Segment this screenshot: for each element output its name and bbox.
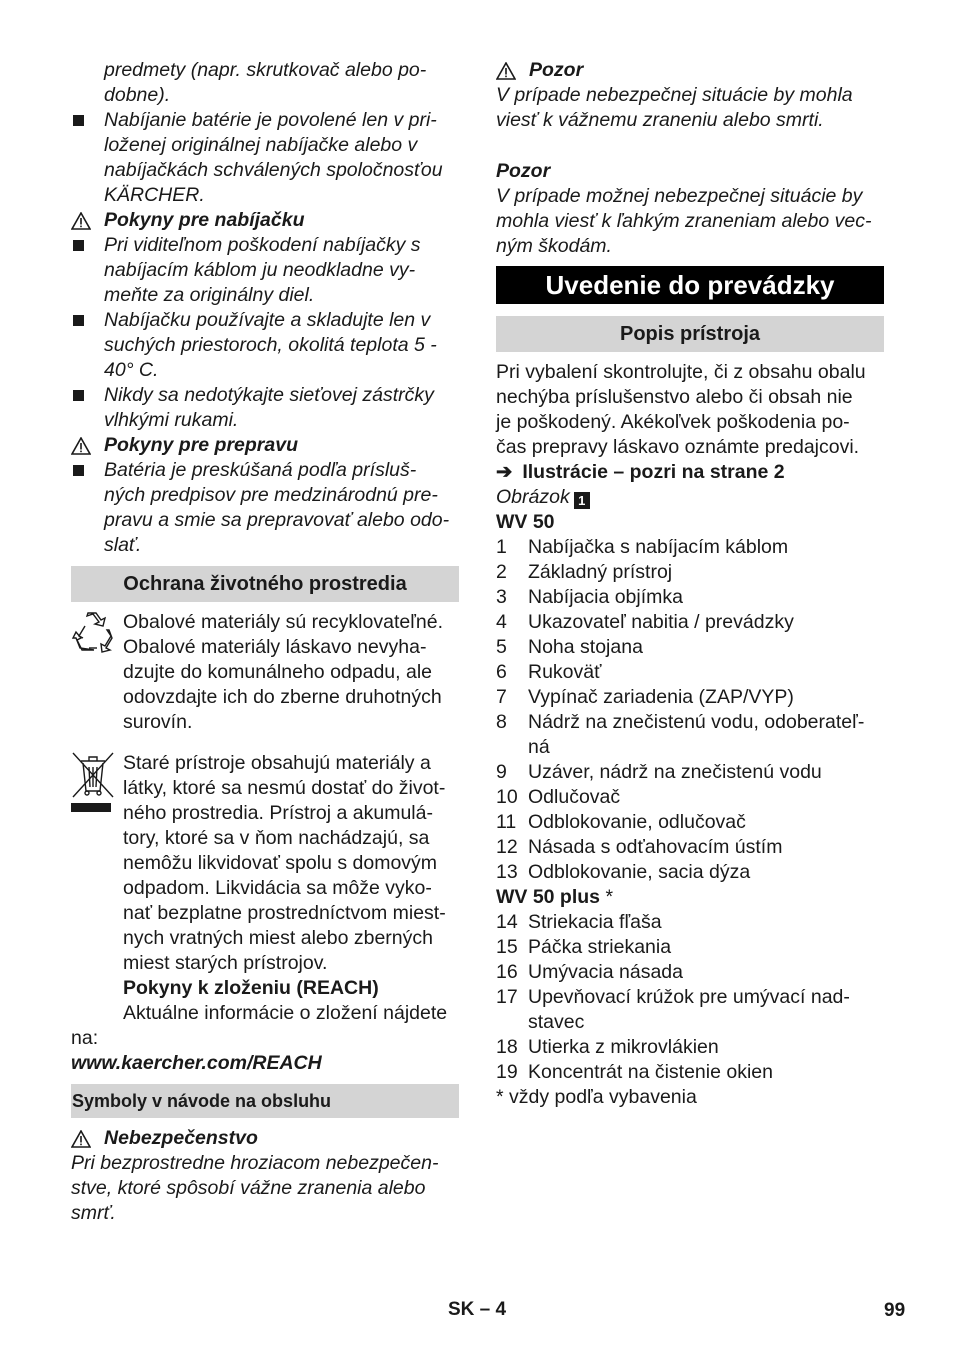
list-item-text: Noha stojana [528, 636, 643, 658]
continued-bullet-text: predmety (napr. skrutkovač alebo po- dobne). [104, 59, 427, 106]
right-column [496, 58, 884, 1110]
arrow-right-icon: ➔ [496, 461, 513, 483]
list-item-number: 17 [496, 986, 518, 1008]
figure-number-badge: 1 [574, 492, 590, 509]
warning-triangle-icon [71, 1130, 91, 1148]
list-item-text: Umývacia násada [528, 961, 683, 983]
list-item-text: Nádrž na znečistenú vodu, odoberateľ- ná [528, 711, 865, 758]
transport-heading: Pokyny pre prepravu [71, 433, 459, 458]
warning-triangle-icon [71, 437, 91, 455]
list-item-text: Násada s odťahovacím ústím [528, 836, 783, 858]
list-item [496, 1035, 884, 1060]
list-item-text: Vypínač zariadenia (ZAP/VYP) [528, 686, 794, 708]
footer-page-number: 99 [884, 1300, 906, 1321]
list-item-text: Nabíjačka s nabíjacím káblom [528, 536, 789, 558]
list-item [496, 810, 884, 835]
list-item-number: 1 [496, 536, 507, 558]
list-item-number: 8 [496, 711, 507, 733]
section-heading-environment: Ochrana životného prostredia [71, 566, 459, 602]
list-item-number: 13 [496, 861, 518, 883]
chapter-title: Uvedenie do prevádzky [496, 266, 884, 304]
list-item-number: 19 [496, 1061, 518, 1083]
list-item-number: 12 [496, 836, 518, 858]
danger-heading: Nebezpečenstvo [71, 1126, 459, 1151]
list-item [496, 785, 884, 810]
description-text: Pri vybalení skontrolujte, či z obsahu obalu nechýba príslušenstvo alebo či obsah nie je poškodený. Akékoľvek poškodenia po- čas prepravy láskavo oznámte predajcovi. [496, 361, 866, 458]
list-item-number: 4 [496, 611, 507, 633]
list-item [496, 760, 884, 785]
list-item-number: 6 [496, 661, 507, 683]
list-item-number: 9 [496, 761, 507, 783]
list-item [496, 610, 884, 635]
list-item-number: 18 [496, 1036, 518, 1058]
list-item-text: Utierka z mikrovlákien [528, 1036, 719, 1058]
recycle-icon [71, 610, 115, 654]
list-item-number: 10 [496, 786, 518, 808]
transport-bullet: Batéria je preskúšaná podľa prísluš- ných predpisov pre medzinárodnú pre- pravu a smie sa prepravovať alebo odo- slať. [71, 458, 459, 558]
warning-triangle-icon [496, 62, 516, 80]
list-item-text: Upevňovací krúžok pre umývací nad- stavec [528, 986, 850, 1033]
list-item-text: Základný prístroj [528, 561, 673, 583]
list-item [496, 535, 884, 560]
charger-bullet-3: Nikdy sa nedotýkajte sieťovej zástrčky vlhkými rukami. [71, 383, 459, 433]
parts-list-wv50-plus [496, 910, 884, 1085]
list-item-number: 5 [496, 636, 507, 658]
list-item-text: Odblokovanie, sacia dýza [528, 861, 751, 883]
model-heading-wv50-plus: WV 50 plus * [496, 886, 614, 908]
list-item [496, 985, 884, 1035]
list-item [496, 860, 884, 885]
bullet-charging-original: Nabíjanie batérie je povolené len v pri- loženej originálnej nabíjačke alebo v nabíjačkách schválených spoločnosťou KÄRCHER. [71, 108, 459, 208]
reach-url-link[interactable]: www.kaercher.com/REACH [71, 1052, 322, 1074]
list-item [496, 710, 884, 760]
list-item [496, 560, 884, 585]
list-item-text: Páčka striekania [528, 936, 672, 958]
list-item [496, 1060, 884, 1085]
list-item-number: 11 [496, 811, 517, 833]
weee-block: Staré prístroje obsahujú materiály a látky, ktoré sa nesmú dostať do život- ného prostredia. Prístroj a akumulá- tory, ktoré sa v ňom nachádzajú, sa nemôžu likvidovať spolu s domovým odpadom. Likvidácia sa môže vyko- nať bezplatne prostredníctvom miest- nych vratných miest alebo zberných miest starých prístrojov. Pokyny k zloženiu (REACH) Aktuálne informácie o zložení nájdete [71, 751, 459, 1026]
list-item [496, 685, 884, 710]
danger-text: Pri bezprostredne hroziacom nebezpečen- stve, ktoré spôsobí vážne zranenia alebo smrť. [71, 1152, 439, 1224]
list-item-number: 15 [496, 936, 518, 958]
charger-heading: Pokyny pre nabíjačku [71, 208, 459, 233]
reach-heading: Pokyny k zloženiu (REACH) [123, 977, 379, 999]
parts-list-wv50 [496, 535, 884, 885]
list-item [496, 960, 884, 985]
list-item-text: Odblokovanie, odlučovač [528, 811, 746, 833]
model-heading-wv50: WV 50 [496, 511, 555, 533]
warning-heading: Pozor [496, 58, 884, 83]
list-item-number: 16 [496, 961, 518, 983]
charger-bullet-2: Nabíjačku používajte a skladujte len v suchých priestoroch, okolitá teplota 5 - 40° C. [71, 308, 459, 383]
list-item-text: Nabíjacia objímka [528, 586, 683, 608]
charger-bullet-1: Pri viditeľnom poškodení nabíjačky s nabíjacím káblom ju neodkladne vy- meňte za originálny diel. [71, 233, 459, 308]
crossed-bin-icon [71, 751, 115, 813]
section-heading-description: Popis prístroja [496, 316, 884, 352]
list-item [496, 635, 884, 660]
list-item [496, 585, 884, 610]
footnote: * vždy podľa vybavenia [496, 1086, 697, 1108]
list-item-text: Uzáver, nádrž na znečistenú vodu [528, 761, 822, 783]
list-item [496, 660, 884, 685]
list-item-number: 3 [496, 586, 507, 608]
footer-language-page: SK – 4 [448, 1299, 507, 1320]
list-item-text: Rukoväť [528, 661, 602, 683]
left-column: predmety (napr. skrutkovač alebo po- dobne). Nabíjanie batérie je povolené len v pri- loženej originálnej nabíjačke alebo v nabíjačkách schválených spoločnosťou KÄRCHER. Pokyny pre nabíjačku Pri viditeľnom poškodení nabíjačky s nabíjacím káblom ju neodkladne vy- meňte za originálny diel. Nabíjačku používajte a skladujte len v suchých priestoroch, okolitá teplota 5 - 40° C. Nikdy sa nedotýkajte sieťovej zástrčky vlhkými rukami. Pokyny pre prepravu Batéria je preskúšaná podľa prísluš- ných predpisov pre medzinárodnú pre- pravu a smie sa prepravovať alebo odo- slať. Ochrana životného prostredia Obalové materiály sú recyklovateľné. Obalové materiály láskavo nevyha- dzujte do komunálneho odpadu, ale odovzdajte ich do zberne druhotných surovín. Staré prístroje obsahujú materiály a látky, ktoré sa nesmú dostať do život- ného prostredia. Prístroj a akumulá- tory, ktoré sa v ňom nachádzajú, sa nemôžu likvidovať spolu s domovým odpadom. Likvidácia sa môže vyko- nať bezplatne prostredníctvom miest- nych vratných miest alebo zberných miest starých prístrojov. Pokyny k zloženiu (REACH) Aktuálne informácie o zložení nájdete na: www.kaercher.com/REACH Symboly v návode na obsluhu Nebezpečenstvo Pri bezprostredne hroziacom nebezpečen- stve, ktoré spôsobí vážne zranenia alebo smrť. [71, 58, 459, 1226]
recycle-block: Obalové materiály sú recyklovateľné. Obalové materiály láskavo nevyha- dzujte do komunálneho odpadu, ale odovzdajte ich do zberne druhotných surovín. [71, 610, 459, 735]
list-item [496, 910, 884, 935]
illustration-reference: ➔ Ilustrácie – pozri na strane 2 [496, 461, 785, 483]
list-item-number: 2 [496, 561, 507, 583]
figure-reference: Obrázok 1 [496, 485, 884, 510]
caution-text: V prípade možnej nebezpečnej situácie by mohla viesť k ľahkým zraneniam alebo vec- ným škodám. [496, 185, 872, 257]
list-item-text: Striekacia fľaša [528, 911, 662, 933]
list-item-text: Odlučovač [528, 786, 621, 808]
section-heading-symbols: Symboly v návode na obsluhu [71, 1084, 459, 1118]
list-item-text: Ukazovateľ nabitia / prevádzky [528, 611, 794, 633]
list-item-number: 7 [496, 686, 507, 708]
list-item-text: Koncentrát na čistenie okien [528, 1061, 773, 1083]
list-item-number: 14 [496, 911, 518, 933]
list-item [496, 835, 884, 860]
list-item [496, 935, 884, 960]
warning-text: V prípade nebezpečnej situácie by mohla viesť k vážnemu zraneniu alebo smrti. [496, 84, 853, 131]
caution-heading: Pozor [496, 160, 551, 182]
warning-triangle-icon [71, 212, 91, 230]
